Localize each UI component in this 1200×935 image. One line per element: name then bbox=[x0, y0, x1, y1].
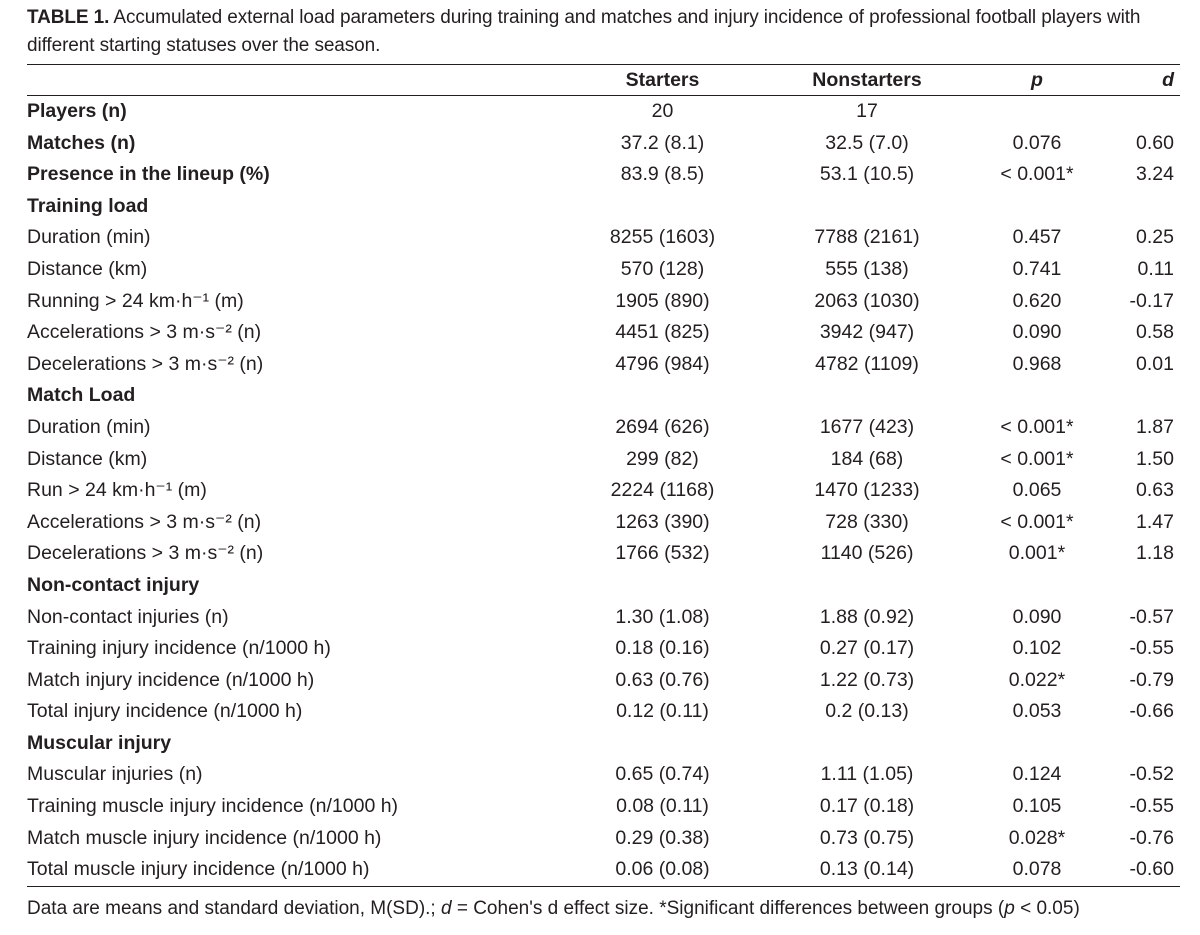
cell-p: 0.124 bbox=[1012, 763, 1062, 786]
cell-p: 0.741 bbox=[1012, 257, 1062, 280]
cell-starters: 1905 (890) bbox=[615, 289, 710, 312]
cell-nonstarters: 0.73 (0.75) bbox=[819, 826, 915, 849]
table-body bbox=[27, 96, 1180, 887]
table-row bbox=[27, 791, 1180, 823]
row-label: Run > 24 km·h⁻¹ (m) bbox=[27, 479, 207, 502]
table-row bbox=[27, 823, 1180, 855]
row-label: Decelerations > 3 m·s⁻² (n) bbox=[27, 542, 264, 565]
cell-starters: 0.06 (0.08) bbox=[567, 854, 758, 886]
cell-d: 0.01 bbox=[1136, 352, 1174, 375]
cell-p: 0.001* bbox=[1008, 542, 1066, 565]
cell-starters: 299 (82) bbox=[626, 447, 699, 470]
row-label: Players (n) bbox=[27, 100, 127, 122]
section-title: Match Load bbox=[27, 384, 136, 407]
cell-nonstarters: 53.1 (10.5) bbox=[819, 163, 915, 186]
cell-starters: 4796 (984) bbox=[615, 352, 710, 375]
cell-starters: 0.29 (0.38) bbox=[615, 826, 710, 849]
cell-nonstarters: 2063 (1030) bbox=[814, 289, 920, 312]
cell-starters: 0.18 (0.16) bbox=[615, 637, 710, 660]
row-label: Muscular injuries (n) bbox=[27, 763, 203, 786]
cell-p bbox=[976, 570, 1098, 602]
table-row bbox=[27, 759, 1180, 791]
section-header-row bbox=[27, 380, 1180, 412]
row-label: Accelerations > 3 m·s⁻² (n) bbox=[27, 510, 262, 533]
section-header-row bbox=[27, 191, 1180, 223]
cell-nonstarters: 17 bbox=[856, 100, 878, 122]
row-label: Duration (min) bbox=[27, 415, 151, 438]
cell-d: -0.57 bbox=[1129, 605, 1174, 628]
cell-starters: 0.12 (0.11) bbox=[616, 700, 709, 723]
row-label: Match muscle injury incidence (n/1000 h) bbox=[27, 826, 382, 849]
table-row bbox=[27, 696, 1180, 728]
cell-nonstarters: 7788 (2161) bbox=[814, 226, 920, 249]
cell-d bbox=[1098, 96, 1180, 128]
cell-nonstarters bbox=[758, 728, 976, 760]
cell-p: 0.053 bbox=[1012, 700, 1062, 723]
table-footnote bbox=[27, 895, 1180, 923]
cell-p: 0.620 bbox=[1012, 289, 1062, 312]
cell-nonstarters: 0.2 (0.13) bbox=[825, 700, 909, 723]
cell-p: 0.076 bbox=[1012, 131, 1062, 154]
row-label: Total injury incidence (n/1000 h) bbox=[27, 700, 303, 723]
table-row bbox=[27, 507, 1180, 539]
row-label: Distance (km) bbox=[27, 257, 148, 280]
row-label: Duration (min) bbox=[27, 226, 151, 249]
cell-nonstarters: 3942 (947) bbox=[819, 321, 915, 344]
cell-starters: 0.08 (0.11) bbox=[616, 795, 709, 818]
cell-nonstarters bbox=[758, 380, 976, 412]
section-header-row bbox=[27, 570, 1180, 602]
table-row bbox=[27, 286, 1180, 318]
cell-d: 0.25 bbox=[1136, 226, 1174, 249]
cell-nonstarters: 1.22 (0.73) bbox=[819, 668, 915, 691]
cell-nonstarters: 1470 (1233) bbox=[814, 479, 920, 502]
cell-starters: 0.65 (0.74) bbox=[615, 763, 710, 786]
footnote-part2: = Cohen's d effect size. *Significant differences between groups ( bbox=[451, 897, 1005, 919]
footnote-p-symbol: p bbox=[1004, 897, 1015, 919]
cell-nonstarters: 555 (138) bbox=[825, 257, 909, 280]
section-header-row bbox=[27, 728, 1180, 760]
cell-nonstarters bbox=[758, 191, 976, 223]
row-label: Decelerations > 3 m·s⁻² (n) bbox=[27, 352, 264, 375]
cell-starters bbox=[567, 570, 758, 602]
table-header-row bbox=[27, 65, 1180, 96]
cell-d: -0.66 bbox=[1129, 700, 1174, 723]
cell-starters bbox=[567, 728, 758, 760]
header-starters: Starters bbox=[567, 65, 758, 96]
row-label: Non-contact injuries (n) bbox=[27, 605, 229, 628]
cell-d: 1.47 bbox=[1136, 510, 1174, 533]
cell-p: 0.102 bbox=[1012, 637, 1062, 660]
cell-d: 0.58 bbox=[1136, 321, 1174, 344]
cell-starters: 1766 (532) bbox=[615, 542, 710, 565]
cell-p: 0.457 bbox=[1012, 226, 1062, 249]
cell-nonstarters: 728 (330) bbox=[825, 510, 909, 533]
cell-nonstarters: 1677 (423) bbox=[819, 415, 915, 438]
section-title: Non-contact injury bbox=[27, 573, 200, 596]
cell-p: < 0.001* bbox=[1000, 510, 1074, 533]
table-row bbox=[27, 128, 1180, 160]
cell-d: 1.87 bbox=[1136, 415, 1174, 438]
cell-starters: 20 bbox=[651, 100, 674, 122]
row-label: Training injury incidence (n/1000 h) bbox=[27, 637, 331, 660]
caption-label: TABLE 1. bbox=[27, 7, 110, 28]
cell-p: 0.078 bbox=[976, 854, 1098, 886]
caption-text: Accumulated external load parameters during training and matches and injury incidence of professional football players with different starting statuses over the season. bbox=[27, 7, 1141, 56]
table-row bbox=[27, 159, 1180, 191]
footnote-part1: Data are means and standard deviation, M(SD).; bbox=[27, 897, 441, 919]
cell-p: 0.090 bbox=[1012, 321, 1062, 344]
cell-p: 0.090 bbox=[1012, 605, 1062, 628]
table-row bbox=[27, 412, 1180, 444]
cell-p bbox=[976, 191, 1098, 223]
footnote-d-symbol: d bbox=[440, 897, 452, 919]
section-title: Training load bbox=[27, 194, 149, 217]
header-nonstarters: Nonstarters bbox=[758, 65, 976, 96]
footnote-part3: < 0.05) bbox=[1014, 897, 1080, 919]
table-row bbox=[27, 538, 1180, 570]
row-label: Matches (n) bbox=[27, 131, 136, 154]
section-title: Muscular injury bbox=[27, 731, 172, 754]
cell-d: -0.76 bbox=[1129, 826, 1174, 849]
cell-nonstarters: 1.11 (1.05) bbox=[820, 763, 914, 786]
cell-d: -0.60 bbox=[1098, 854, 1180, 886]
cell-d bbox=[1098, 191, 1180, 223]
cell-p bbox=[976, 380, 1098, 412]
cell-starters: 2224 (1168) bbox=[610, 479, 715, 502]
cell-d: -0.17 bbox=[1129, 289, 1174, 312]
table-row bbox=[27, 444, 1180, 476]
data-table bbox=[27, 64, 1180, 887]
table-row bbox=[27, 665, 1180, 697]
cell-nonstarters: 1.88 (0.92) bbox=[819, 605, 915, 628]
cell-d: -0.55 bbox=[1129, 637, 1174, 660]
row-label: Total muscle injury incidence (n/1000 h) bbox=[27, 854, 567, 886]
cell-d: 0.63 bbox=[1136, 479, 1174, 502]
table-row bbox=[27, 475, 1180, 507]
row-label: Accelerations > 3 m·s⁻² (n) bbox=[27, 321, 262, 344]
cell-p: < 0.001* bbox=[1000, 447, 1074, 470]
cell-starters: 1.30 (1.08) bbox=[615, 605, 710, 628]
row-label: Presence in the lineup (%) bbox=[27, 163, 270, 186]
cell-nonstarters: 0.13 (0.14) bbox=[758, 854, 976, 886]
cell-p: 0.022* bbox=[1008, 668, 1066, 691]
table-caption bbox=[27, 4, 1180, 60]
table-row bbox=[27, 633, 1180, 665]
cell-starters bbox=[567, 380, 758, 412]
cell-nonstarters: 32.5 (7.0) bbox=[825, 131, 909, 154]
table-row bbox=[27, 854, 1180, 886]
cell-starters: 37.2 (8.1) bbox=[620, 131, 705, 154]
cell-nonstarters: 0.27 (0.17) bbox=[819, 637, 915, 660]
cell-d: 3.24 bbox=[1136, 163, 1174, 186]
cell-starters: 2694 (626) bbox=[615, 415, 710, 438]
table-row bbox=[27, 602, 1180, 634]
cell-p: < 0.001* bbox=[1000, 163, 1074, 186]
header-label bbox=[27, 65, 567, 96]
header-d: d bbox=[1098, 65, 1180, 96]
cell-p: 0.105 bbox=[1012, 795, 1062, 818]
header-p: p bbox=[976, 65, 1098, 96]
cell-d bbox=[1098, 728, 1180, 760]
row-label: Match injury incidence (n/1000 h) bbox=[27, 668, 315, 691]
cell-starters: 4451 (825) bbox=[615, 321, 710, 344]
cell-nonstarters: 1140 (526) bbox=[820, 542, 914, 565]
table-row bbox=[27, 222, 1180, 254]
row-label: Distance (km) bbox=[27, 447, 148, 470]
cell-p bbox=[976, 96, 1098, 128]
cell-starters: 0.63 (0.76) bbox=[615, 668, 710, 691]
cell-d: 1.50 bbox=[1136, 447, 1174, 470]
cell-d: -0.79 bbox=[1129, 668, 1174, 691]
cell-p: 0.968 bbox=[1012, 352, 1062, 375]
cell-starters bbox=[567, 191, 758, 223]
table-row bbox=[27, 317, 1180, 349]
cell-d: 0.60 bbox=[1136, 131, 1174, 154]
cell-d: -0.52 bbox=[1129, 763, 1174, 786]
row-label: Training muscle injury incidence (n/1000 h) bbox=[27, 795, 399, 818]
cell-nonstarters: 184 (68) bbox=[830, 447, 904, 470]
cell-d: 1.18 bbox=[1136, 542, 1174, 565]
cell-p: < 0.001* bbox=[1000, 415, 1074, 438]
cell-d bbox=[1098, 570, 1180, 602]
cell-d: 0.11 bbox=[1137, 257, 1174, 280]
cell-p bbox=[976, 728, 1098, 760]
cell-nonstarters: 0.17 (0.18) bbox=[819, 795, 915, 818]
cell-starters: 83.9 (8.5) bbox=[620, 163, 705, 186]
cell-nonstarters: 4782 (1109) bbox=[815, 352, 919, 375]
cell-starters: 570 (128) bbox=[620, 257, 705, 280]
table-row bbox=[27, 96, 1180, 128]
cell-d: -0.55 bbox=[1129, 795, 1174, 818]
cell-starters: 8255 (1603) bbox=[609, 226, 716, 249]
cell-p: 0.065 bbox=[1012, 479, 1062, 502]
cell-d bbox=[1098, 380, 1180, 412]
table-row bbox=[27, 349, 1180, 381]
cell-starters: 1263 (390) bbox=[615, 510, 710, 533]
table-row bbox=[27, 254, 1180, 286]
cell-p: 0.028* bbox=[1008, 826, 1066, 849]
row-label: Running > 24 km·h⁻¹ (m) bbox=[27, 289, 244, 312]
cell-nonstarters bbox=[758, 570, 976, 602]
